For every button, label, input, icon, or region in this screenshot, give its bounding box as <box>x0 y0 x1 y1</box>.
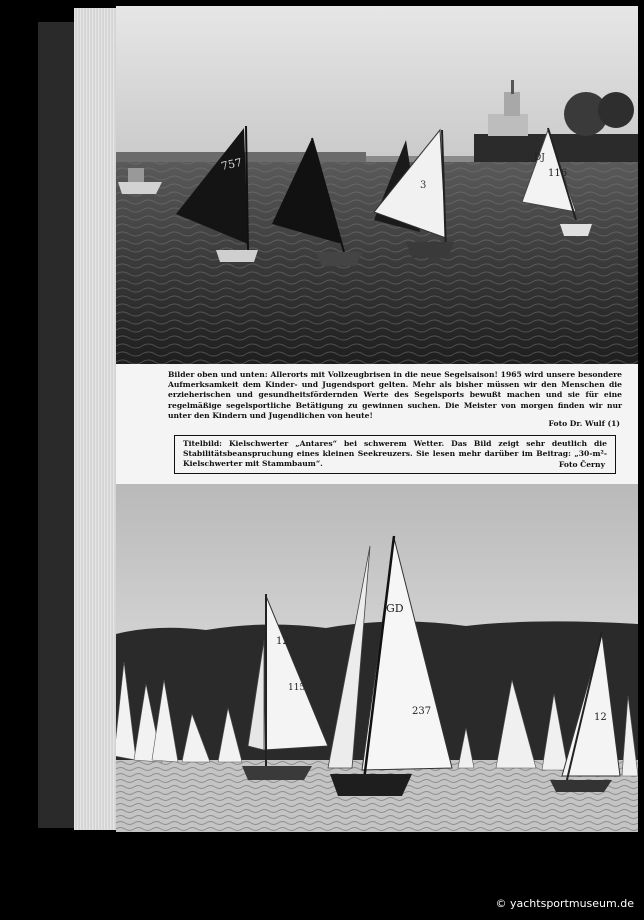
sail-letters: GD <box>386 602 404 615</box>
book-page <box>116 6 638 832</box>
sail-number: 116 <box>548 168 568 179</box>
sail-number: 12 <box>594 712 607 723</box>
photo-top-dinghies <box>116 6 638 364</box>
photo-credit: Foto Dr. Wulf (1) <box>548 419 620 428</box>
page-edges <box>74 8 116 830</box>
sail-number: 3 <box>420 180 427 191</box>
photo-bottom-regatta <box>116 484 638 832</box>
photo-caption: Bilder oben und unten: Allerorts mit Vollzeugbrisen in die neue Segelsaison! 1965 wird unsere besondere Aufmerksamkeit dem Kinder- und Jugendsport gelten. Mehr als bisher müssen wir den Menschen die erzieherischen und gesundheitsfördernden Werte des Segelsports bewußt machen und sie für eine regelmäßige segelsportliche Betätigung zu gewinnen suchen. Die Meister von morgen finden wir nur unter den Kindern und Jugendlichen von heute! <box>168 370 622 420</box>
sail-number: 237 <box>412 706 432 717</box>
watermark: © yachtsportmuseum.de <box>495 897 634 910</box>
cover-note-text: Titelbild: Kielschwerter „Antares“ bei schwerem Wetter. Das Bild zeigt sehr deutlich die Stabilitätsbeanspruchung eines kleinen Seekreuzers. Sie lesen mehr darüber im Beitrag: „30-m²-Kielschwerter mit Stammbaum“. <box>183 439 607 469</box>
cover-photo-note <box>174 435 616 474</box>
book-spine-shadow <box>38 22 74 828</box>
cover-photo-credit: Foto Černy <box>558 459 605 469</box>
sail-number: 12 <box>276 636 289 647</box>
sail-number: 115 <box>288 683 306 693</box>
sail-letters: DJ <box>534 153 545 163</box>
sail-number: 757 <box>219 155 244 173</box>
